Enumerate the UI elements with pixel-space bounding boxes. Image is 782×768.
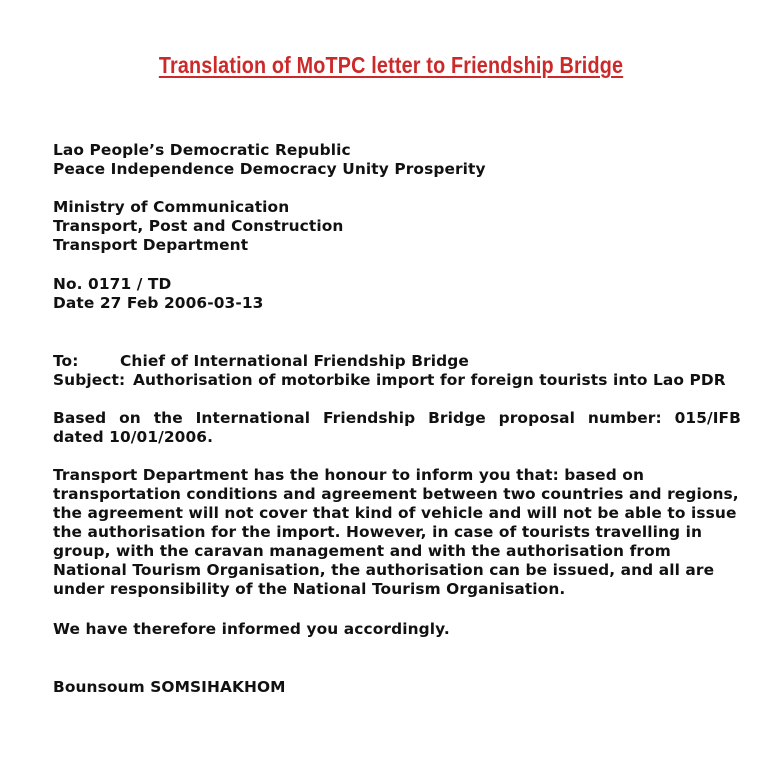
paragraph-main-line: the agreement will not cover that kind of vehicle and will not be able to issue: [53, 504, 737, 522]
paragraph-main-line: group, with the caravan management and with the authorisation from: [53, 542, 671, 560]
paragraph-main-line: transportation conditions and agreement between two countries and regions,: [53, 485, 739, 503]
country-name: Lao People’s Democratic Republic: [53, 141, 351, 159]
signatory-name: Bounsoum SOMSIHAKHOM: [53, 678, 286, 696]
paragraph-main-line: National Tourism Organisation, the authorisation can be issued, and all are: [53, 561, 715, 579]
reference-date: Date 27 Feb 2006-03-13: [53, 294, 264, 312]
document-title: Translation of MoTPC letter to Friendship Bridge: [158, 52, 624, 78]
paragraph-main-line: under responsibility of the National Tourism Organisation.: [53, 580, 566, 598]
paragraph-main-line: the authorisation for the import. However, in case of tourists travelling in: [53, 523, 703, 541]
reference-number: No. 0171 / TD: [53, 275, 172, 293]
department-name: Transport Department: [53, 236, 249, 254]
ministry-name-continued: Transport, Post and Construction: [53, 217, 344, 235]
ministry-name: Ministry of Communication: [53, 198, 290, 216]
paragraph-proposal-line: Based on the International Friendship Bridge proposal number: 015/IFB: [53, 409, 741, 427]
subject-value: Authorisation of motorbike import for foreign tourists into Lao PDR: [133, 371, 726, 389]
recipient-line: [53, 352, 469, 371]
subject-line: [53, 371, 726, 390]
country-motto: Peace Independence Democracy Unity Prosperity: [53, 160, 486, 178]
recipient-value: Chief of International Friendship Bridge: [120, 352, 469, 370]
closing-line: We have therefore informed you accordingly.: [53, 620, 450, 638]
paragraph-proposal-date: dated 10/01/2006.: [53, 428, 214, 446]
subject-label: Subject:: [53, 371, 126, 389]
paragraph-main-line: Transport Department has the honour to inform you that: based on: [53, 466, 645, 484]
to-label: To:: [53, 352, 79, 370]
